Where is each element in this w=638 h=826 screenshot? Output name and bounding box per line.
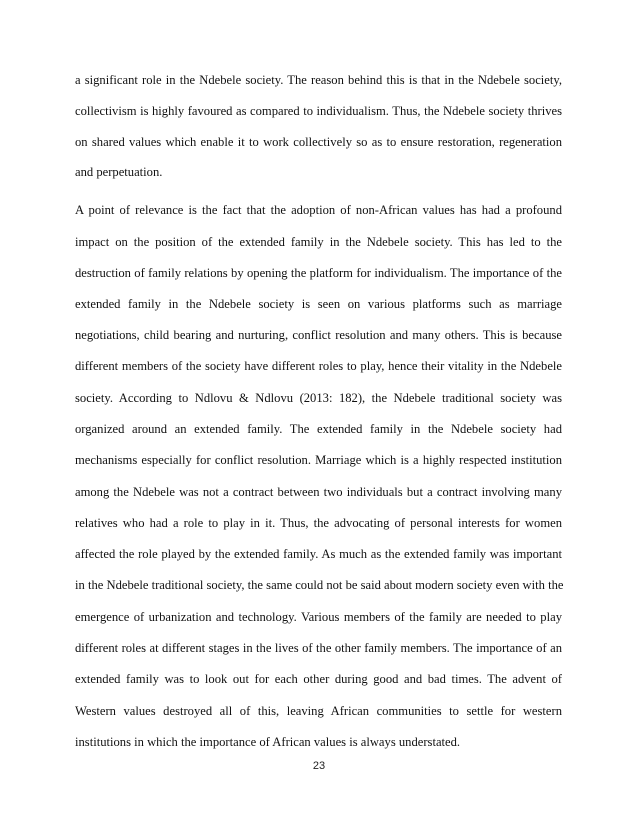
text-line: A point of relevance is the fact that the adoption of non-African values has had a profound xyxy=(75,203,562,217)
text-line: on shared values which enable it to work collectively so as to ensure restoration, regeneration xyxy=(75,135,562,149)
text-line: affected the role played by the extended family. As much as the extended family was important xyxy=(75,547,562,561)
text-line: institutions in which the importance of African values is always understated. xyxy=(75,735,461,749)
text-line: relatives who had a role to play in it. Thus, the advocating of personal interests for women xyxy=(75,516,562,530)
text-line: a significant role in the Ndebele society. The reason behind this is that in the Ndebele society, xyxy=(75,73,562,87)
text-line: extended family was to look out for each other during good and bad times. The advent of xyxy=(75,672,562,686)
text-line: destruction of family relations by opening the platform for individualism. The importance of the xyxy=(75,266,562,280)
text-line: organized around an extended family. The extended family in the Ndebele society had xyxy=(75,422,562,436)
text-line: emergence of urbanization and technology. Various members of the family are needed to play xyxy=(75,610,562,624)
text-line: Western values destroyed all of this, leaving African communities to settle for western xyxy=(75,704,562,718)
text-line: in the Ndebele traditional society, the same could not be said about modern society even with the xyxy=(75,578,564,592)
text-line: different members of the society have different roles to play, hence their vitality in the Ndebele xyxy=(75,359,562,373)
text-line: negotiations, child bearing and nurturing, conflict resolution and many others. This is because xyxy=(75,328,562,342)
text-line: different roles at different stages in the lives of the other family members. The importance of an xyxy=(75,641,562,655)
text-line: mechanisms especially for conflict resolution. Marriage which is a highly respected institution xyxy=(75,453,562,467)
text-line: extended family in the Ndebele society is seen on various platforms such as marriage xyxy=(75,297,562,311)
text-line: collectivism is highly favoured as compared to individualism. Thus, the Ndebele society thrives xyxy=(75,104,562,118)
page-number: 23 xyxy=(312,760,326,772)
text-line: impact on the position of the extended family in the Ndebele society. This has led to the xyxy=(75,235,562,249)
text-line: and perpetuation. xyxy=(75,165,163,179)
text-line: society. According to Ndlovu & Ndlovu (2013: 182), the Ndebele traditional society was xyxy=(75,391,562,405)
text-line: among the Ndebele was not a contract between two individuals but a contract involving many xyxy=(75,485,562,499)
